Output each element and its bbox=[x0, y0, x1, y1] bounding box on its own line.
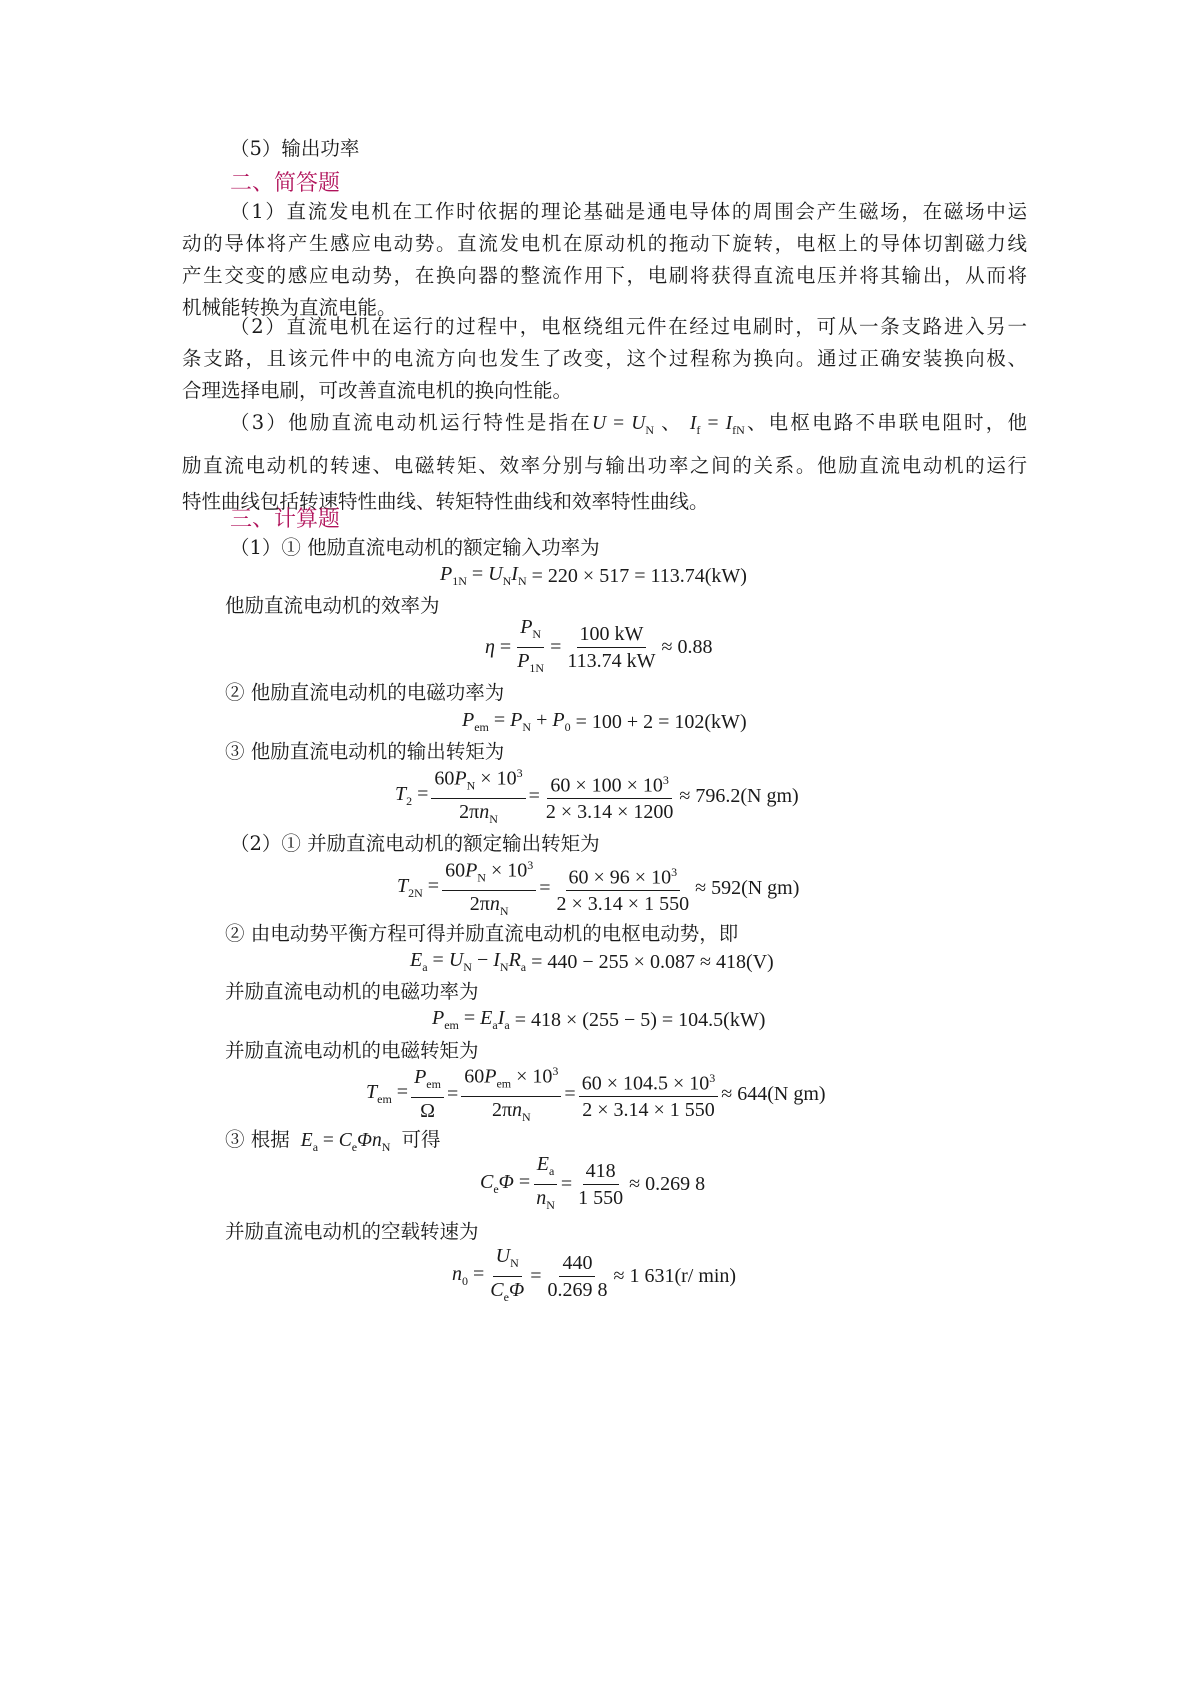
equation-tem: $T_{em}$ = $\frac{P_{em}}{\Omega}$ = $\frac{60P_{em} \times 10^3}{2\pi n_N}$ = $\frac{60 \times 104.5 \times 10^3}{2 \times 3.14 \times 1 550}$ ≈ 644(N gm) bbox=[366, 1062, 826, 1126]
q2-tem-label: 并励直流电动机的电磁转矩为 bbox=[225, 1039, 479, 1062]
q2-pem-label: 并励直流电动机的电磁功率为 bbox=[225, 980, 479, 1003]
q1-efficiency-label: 他励直流电动机的效率为 bbox=[225, 594, 440, 617]
q2-part-3-text: ③ 根据 $E_a = C_e\Phi n_N$ 可得 bbox=[225, 1128, 441, 1154]
q1-part-2-text: ② 他励直流电动机的电磁功率为 bbox=[225, 681, 505, 704]
equation-pem-shunt: $P_{em} = E_aI_a$ = 418 × (255 − 5) = 104.5(kW) bbox=[432, 1007, 766, 1032]
equation-n0: $n_0$ = $\frac{U_N}{C_e\Phi}$ = $\frac{440}{0.269 8}$ ≈ 1 631(r/ min) bbox=[452, 1244, 737, 1304]
paragraph-1 bbox=[182, 196, 1027, 324]
equation-efficiency: η = $\frac{P_N}{P_{1N}}$ = $\frac{100 kW}{113.74 kW}$ ≈ 0.88 bbox=[485, 615, 713, 675]
equation-pem: $P_{em} = P_N + P_0$ = 100 + 2 = 102(kW) bbox=[462, 709, 747, 734]
q2-part-1-text: （2）① 并励直流电动机的额定输出转矩为 bbox=[230, 832, 600, 855]
p2-line-3: 合理选择电刷，可改善直流电机的换向性能。 bbox=[182, 379, 573, 402]
section-heading-calculation: 三、计算题 bbox=[230, 507, 341, 532]
equation-t2n: $T_{2N}$ = $\frac{60P_N \times 10^3}{2\pi n_N}$ = $\frac{60 \times 96 \times 10^3}{2 \times 3.14 \times 1 550}$ ≈ 592(N gm) bbox=[397, 856, 799, 920]
p1-line-4: 机械能转换为直流电能。 bbox=[182, 296, 397, 319]
p2-line-2: 条支路，且该元件中的电流方向也发生了改变，这个过程称为换向。通过正确安装换向极、 bbox=[182, 347, 1027, 370]
q2-part-2-text: ② 由电动势平衡方程可得并励直流电动机的电枢电动势，即 bbox=[225, 922, 739, 945]
q2-n0-label: 并励直流电动机的空载转速为 bbox=[225, 1220, 479, 1243]
p2-line-1: （2）直流电机在运行的过程中，电枢绕组元件在经过电刷时，可从一条支路进入另一 bbox=[230, 315, 1027, 338]
p1-line-1: （1）直流发电机在工作时依据的理论基础是通电导体的周围会产生磁场，在磁场中运 bbox=[230, 200, 1027, 223]
q1-part-3-text: ③ 他励直流电动机的输出转矩为 bbox=[225, 740, 505, 763]
answer-item-5: （5）输出功率 bbox=[230, 137, 360, 160]
paragraph-2 bbox=[182, 311, 1027, 407]
equation-p1n: $P_{1N} = U_NI_N$ = 220 × 517 = 113.74(kW) bbox=[440, 563, 747, 588]
equation-ea: $E_a = U_N - I_NR_a$ = 440 − 255 × 0.087 ≈ 418(V) bbox=[410, 949, 774, 974]
q1-part-1-text: （1）① 他励直流电动机的额定输入功率为 bbox=[230, 536, 600, 559]
p3-line-1: （3）他励直流电动机运行特性是指在$U = U_N$ 、 $I_f = I_{fN}$、电枢电路不串联电阻时，他 bbox=[230, 411, 1027, 437]
equation-t2: $T_2$ = $\frac{60P_N \times 10^3}{2\pi n_N}$ = $\frac{60 \times 100 \times 10^3}{2 \times 3.14 \times 1200}$ ≈ 796.2(N gm) bbox=[395, 764, 799, 828]
p3-line-3: 特性曲线包括转速特性曲线、转矩特性曲线和效率特性曲线。 bbox=[182, 489, 709, 513]
section-heading-short-answer: 二、简答题 bbox=[230, 171, 341, 196]
p3-line-2: 励直流电动机的转速、电磁转矩、效率分别与输出功率之间的关系。他励直流电动机的运行 bbox=[182, 453, 1027, 477]
p1-line-3: 产生交变的感应电动势，在换向器的整流作用下，电刷将获得直流电压并将其输出，从而将 bbox=[182, 264, 1027, 287]
p1-line-2: 动的导体将产生感应电动势。直流发电机在原动机的拖动下旋转，电枢上的导体切割磁力线 bbox=[182, 232, 1027, 255]
equation-ce-phi: $C_e\Phi$ = $\frac{E_a}{n_N}$ = $\frac{418}{1 550}$ ≈ 0.269 8 bbox=[480, 1152, 706, 1212]
